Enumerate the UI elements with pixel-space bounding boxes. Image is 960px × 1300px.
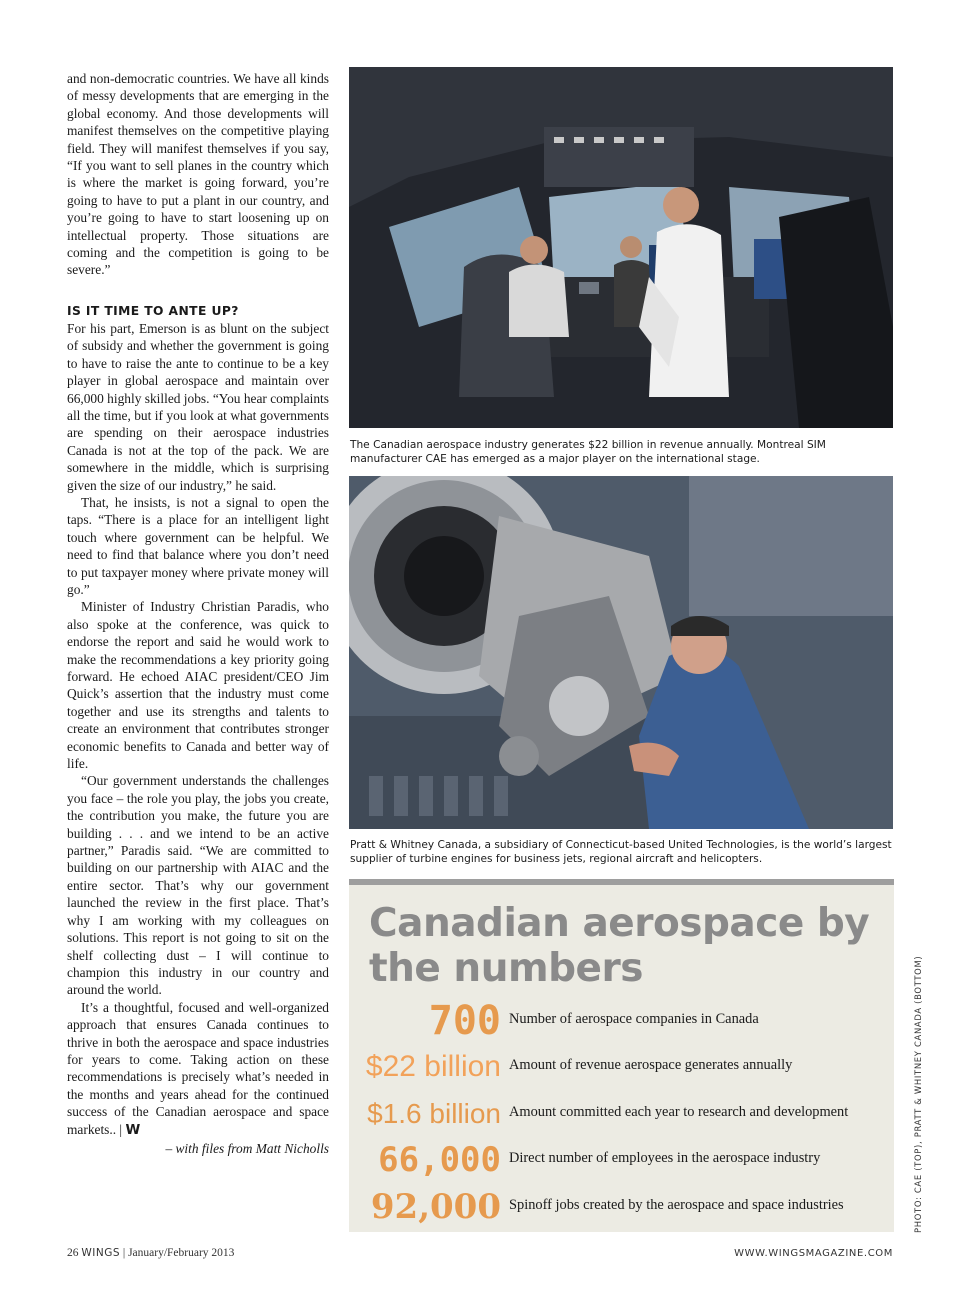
- stat-value: 66,000: [378, 1140, 501, 1180]
- stat-label: Amount of revenue aerospace generates annually: [509, 1057, 793, 1073]
- article-last-text: It’s a thoughtful, focused and well-organized approach that ensures Canada continues to thrive in both the aerospace and space industries for years to come. Taking action on these recommendations is precisely what’s needed in the months and years ahead for the continued success of the Canadian aerospace and space markets.. |: [67, 999, 329, 1137]
- stat-row: [349, 999, 894, 1043]
- stat-row: [349, 1185, 894, 1229]
- article-paragraph: “Our government understands the challenges you face – the role you play, the jobs you create, the contribution you make, the future you are building . . . and we intend to be an active partner,” Paradis said. “We are committed to building on our partnership with AIAC and the entire sector. That’s why our government launched the review in the first place. That’s why I am working with my colleagues on solutions. This report is not going to sit on the shelf collecting dust – I will continue to champion this industry in our country and around the world.: [67, 773, 329, 998]
- stat-value: 92,000: [370, 1187, 501, 1227]
- magazine-name: WINGS: [81, 1247, 121, 1259]
- section-heading: IS IT TIME TO ANTE UP?: [67, 303, 239, 318]
- article-paragraph: For his part, Emerson is as blunt on the subject of subsidy and whether the government is going to have to raise the ante to continue to be a key player in global aerospace and maintain over 66,000 highly skilled jobs. “You hear complaints all the time, but if you look at what governments are spending on their aerospace industries Canada is not at the top of the pack. We are somewhere in the middle, which is surprising given the size of our industry,” he said.: [67, 320, 329, 493]
- stat-label: Spinoff jobs created by the aerospace and space industries: [509, 1197, 844, 1213]
- stat-row: [349, 1092, 894, 1136]
- photo-credit: PHOTO: CAE (TOP), PRATT & WHITNEY CANADA (BOTTOM): [913, 955, 923, 1233]
- photo-caption-top: The Canadian aerospace industry generates $22 billion in revenue annually. Montreal SIM manufacturer CAE has emerged as a major player on the international stage.: [350, 439, 826, 465]
- stat-row: [349, 1138, 894, 1182]
- stats-sidebar: [349, 879, 894, 1232]
- cockpit-simulator-photo: [349, 67, 893, 428]
- article-credit: – with files from Matt Nicholls: [165, 1140, 329, 1156]
- stat-value: 700: [428, 998, 501, 1044]
- article-paragraph: and non-democratic countries. We have all kinds of messy developments that are emerging in the global economy. And those developments will manifest themselves on the competitive playing field. They will manifest themselves if you say, “If you want to sell planes in the country which is where the market is going forward, you’re going to have to put a plant in our country, and you’re going to have to start loosening up on intellectual property. Those situations are coming and the competition is going to be severe.”: [67, 71, 329, 278]
- turbine-engine-photo: [349, 476, 893, 829]
- website-url[interactable]: WWW.WINGSMAGAZINE.COM: [734, 1248, 893, 1259]
- stats-title: Canadian aerospace by the numbers: [369, 901, 870, 991]
- photo-caption-bottom: Pratt & Whitney Canada, a subsidiary of Connecticut-based United Technologies, is the world’s largest supplier of turbine engines for business jets, regional aircraft and helicopters.: [350, 839, 892, 865]
- article-paragraph: That, he insists, is not a signal to open the taps. “There is a place for an intelligent light touch where government can be helpful. We need to find that balance where you don’t need to put taxpayer money where private money will go.”: [67, 494, 329, 597]
- wings-signoff: W: [125, 1122, 141, 1138]
- article-column: [67, 70, 329, 1157]
- stat-value: $1.6 billion: [367, 1098, 501, 1129]
- stat-label: Amount committed each year to research and development: [509, 1104, 849, 1120]
- issue-date: January/February 2013: [128, 1247, 235, 1259]
- footer-divider: |: [122, 1247, 126, 1259]
- article-paragraph: Minister of Industry Christian Paradis, who also spoke at the conference, was quick to endorse the report and said he would work to make the recommendations a key priority going forward. He echoed AIAC president/CEO Jim Quick’s assertion that the industry must come together and use its strengths and talents to create an environment that contributes stronger economic benefits to Canada and better way of life.: [67, 599, 329, 772]
- footer-left: [67, 1247, 234, 1259]
- page-number: 26: [67, 1247, 79, 1259]
- stat-label: Number of aerospace companies in Canada: [509, 1011, 759, 1027]
- stat-row: [349, 1045, 894, 1089]
- stat-value: $22 billion: [365, 1050, 501, 1083]
- stat-label: Direct number of employees in the aerospace industry: [509, 1150, 821, 1166]
- article-paragraph-last: [67, 999, 329, 1139]
